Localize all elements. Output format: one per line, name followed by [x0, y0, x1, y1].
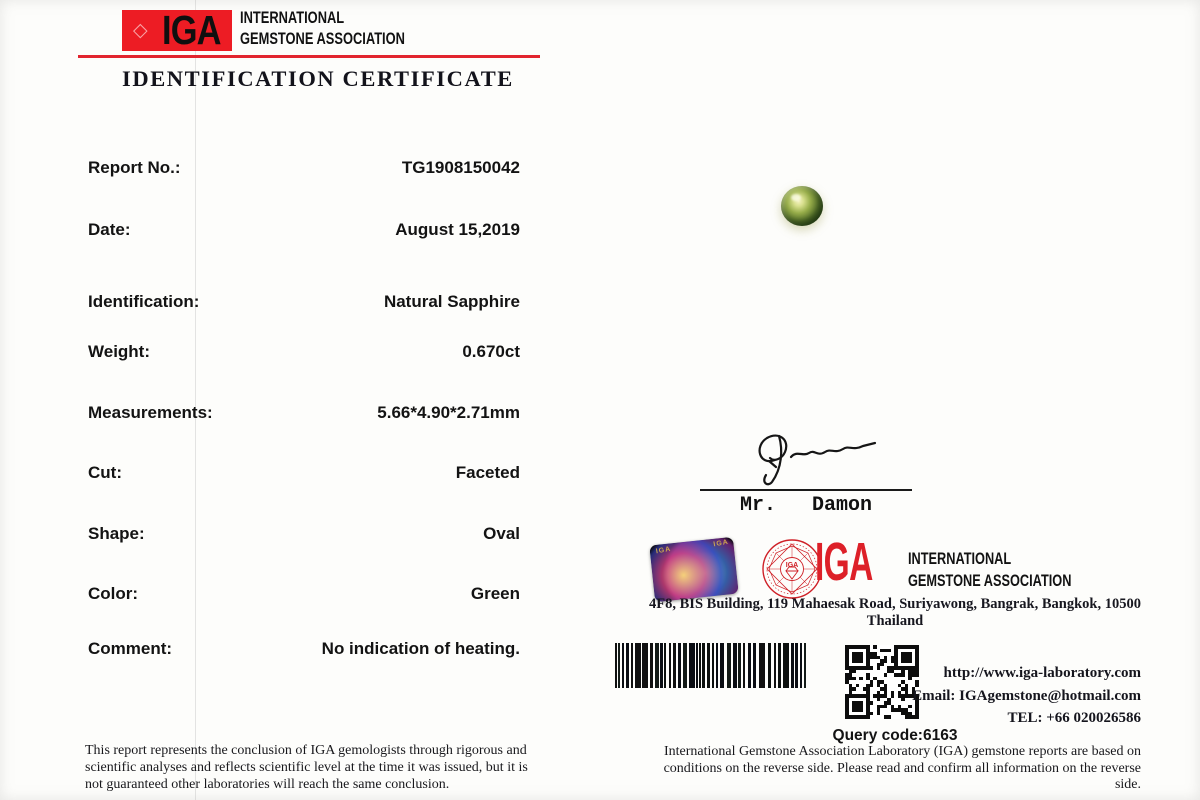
field-measurements — [88, 403, 520, 423]
iga-logo-mark — [122, 7, 232, 53]
field-value: Faceted — [455, 463, 520, 482]
signature-line — [700, 489, 912, 491]
org-line1: INTERNATIONAL — [240, 9, 345, 27]
field-shape — [88, 524, 520, 544]
signature — [745, 430, 895, 490]
field-cut — [88, 463, 520, 483]
field-label: Measurements: — [88, 403, 213, 422]
svg-text:IGA: IGA — [785, 562, 799, 569]
org-line2: GEMSTONE ASSOCIATION — [908, 571, 1072, 590]
query-code: Query code:6163 — [832, 727, 958, 744]
org-name-header — [240, 8, 405, 50]
contact-block — [912, 662, 1141, 730]
hologram-iga-text: IGA — [655, 545, 672, 556]
qr-code — [845, 645, 919, 719]
left-disclaimer: This report represents the conclusion of IGA gemologists through rigorous and scientific analyses and reflects scientific level at the time it was issued, but it is not guaranteed other laboratories will reach the same conclusion. — [85, 743, 528, 792]
tel-line: TEL: +66 020026586 — [1007, 710, 1141, 726]
field-value: Natural Sapphire — [383, 292, 520, 311]
gemstone-photo — [781, 186, 823, 226]
field-identification — [88, 292, 520, 312]
website-url: http://www.iga-laboratory.com — [943, 665, 1141, 681]
field-date — [88, 220, 520, 240]
email-line: Email: IGAgemstone@hotmail.com — [912, 687, 1141, 704]
field-value: Oval — [483, 524, 520, 543]
iga-wordmark: IGA — [815, 532, 873, 592]
paper-fold-line — [195, 0, 196, 800]
iga-logo-text: IGA — [162, 7, 221, 53]
lab-address: 4F8, BIS Building, 119 Mahaesak Road, Suriyawong, Bangrak, Bangkok, 10500 Thailand — [649, 596, 1141, 629]
field-label: Shape: — [88, 524, 145, 543]
field-weight — [88, 342, 520, 362]
field-label: Identification: — [88, 292, 200, 311]
hologram-sticker — [649, 537, 738, 602]
field-label: Cut: — [88, 463, 122, 482]
right-disclaimer: International Gemstone Association Laboratory (IGA) gemstone reports are based on conditions on the reverse side. Please read and confirm all information on the reverse side. — [663, 744, 1141, 792]
field-label: Color: — [88, 584, 139, 603]
org-line1: INTERNATIONAL — [908, 549, 1012, 568]
org-line2: GEMSTONE ASSOCIATION — [240, 30, 405, 48]
diamond-icon: ◇ — [133, 20, 148, 41]
hologram-iga-text: IGA — [712, 538, 729, 549]
barcode — [615, 643, 811, 688]
field-value: TG1908150042 — [401, 158, 520, 177]
field-value: 0.670ct — [462, 342, 520, 361]
header-divider — [78, 55, 540, 58]
field-color — [88, 584, 520, 604]
field-label: Report No.: — [88, 158, 181, 177]
field-comment — [88, 639, 520, 659]
signatory-name: Mr. Damon — [739, 494, 873, 517]
field-value: 5.66*4.90*2.71mm — [377, 403, 520, 422]
field-value: Green — [470, 584, 520, 603]
field-label: Comment: — [88, 639, 173, 658]
field-label: Date: — [88, 220, 131, 239]
field-value: August 15,2019 — [395, 220, 520, 239]
org-name-lab — [908, 548, 1071, 592]
field-value: No indication of heating. — [321, 639, 520, 658]
certificate-title: IDENTIFICATION CERTIFICATE — [122, 66, 514, 91]
field-label: Weight: — [88, 342, 151, 361]
field-report-no — [88, 158, 520, 178]
